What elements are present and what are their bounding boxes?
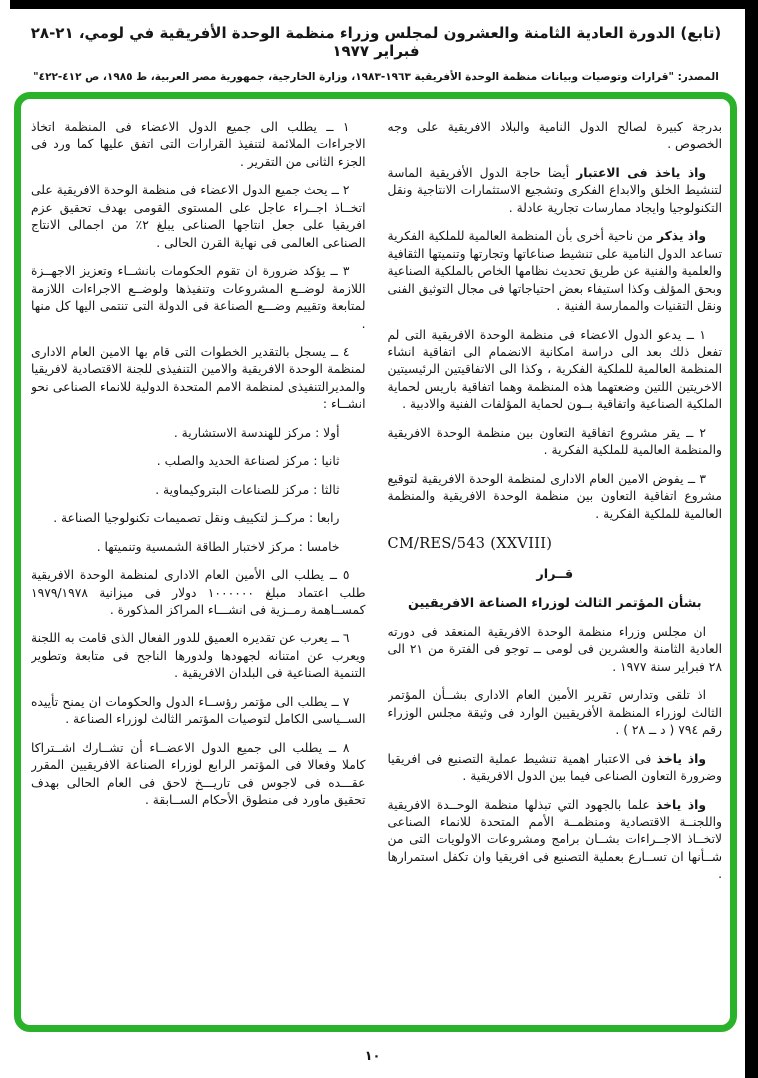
paragraph-left-1: ١ ــ يطلب الى جميع الدول الاعضاء فى المنظمة اتخاذ الاجراءات الملائمة لتنفيذ القرارات التى اتفق عليها كما ورد فى الجزء الثانى من التقرير . [31,120,366,169]
paragraph-right-12: واذ ياخذ فى الاعتبار اهمية تنشيط عملية التصنيع فى افريقيا وضرورة التعاون الصناعى فيما بين الدول الافريقية . [387,751,722,784]
paragraph-left-3: ٣ ــ يؤكد ضرورة ان تقوم الحكومات بانشــاء وتعزيز الاجهــزة اللازمة لوضــع المشروعات وتنفيذها ولوضــع الاجراءات اللازمة لمتابعة وتقييم وضـــع الصناعة فى الدولة التى تنتمى اليها كل منها . [31,264,366,331]
paragraph-right-5: ٢ ــ يقر مشروع اتفاقية التعاون بين منظمة الوحدة الافريقية والمنظمة العالمية للملكية الفكرية . [387,425,722,458]
page-footer [0,1049,745,1064]
text-column-left [31,119,366,1017]
paragraph-right-1: بدرجة كبيرة لصالح الدول النامية والبلاد الافريقية على وجه الخصوص . [387,120,722,152]
paragraph-lead-phrase: واذ ياخذ فى الاعتبار [576,165,706,180]
paragraph-right-7: CM/RES/543 (XXVIII) [387,536,553,553]
paragraph-lead-phrase: واذ ياخذ [656,797,706,812]
paragraph-left-11: ٦ ــ يعرب عن تقديره العميق للدور الفعال الذى قامت به اللجنة ويعرب عن امتنانه لجهودها ولدورها الناجح فى متابعة وتطوير التنمية الصناعية فى البلدان الافريقية . [31,631,366,681]
paragraph-right-13: واذ ياخذ علما بالجهود التي تبذلها منظمة الوحــدة الافريقية واللجنــة الاقتصادية ومنظمــة الأمم المتحدة للانماء الصناعى لاتخــاذ الاجــراءات بشــان برامج ومشروعات الاولويات التى من شــأنها ان تســارع بعملية التصنيع فى افريقيا وان تكفل استمرارها . [387,797,722,882]
header-session-title: (تابع) الدورة العادية الثامنة والعشرون لمجلس وزراء منظمة الوحدة الأفريقية في لومي، ٢١-٢٨ فبراير ١٩٧٧ [30,24,722,60]
paragraph-left-7: ثالثا : مركز للصناعات البتروكيماوية . [155,482,340,497]
paragraph-right-2: واذ ياخذ فى الاعتبار أيضا حاجة الدول الأفريقية الماسة لتنشيط الخلق والابداع الفكرى وتشجيع الاستثمارات الانتاجية ونقل التكنولوجيا وايجاد ممارسات تجارية عادلة . [387,165,722,215]
text-column-right [388,119,723,1017]
paragraph-left-9: خامسا : مركز لاختبار الطاقة الشمسية وتنميتها . [96,539,340,554]
page-header [24,24,728,83]
green-border-content-frame [14,92,737,1032]
paragraph-lead-phrase: واذ يذكر [656,229,706,244]
paragraph-right-8: قــرار [536,566,574,582]
paragraph-left-5: أولا : مركز للهندسة الاستشارية . [173,425,340,440]
paragraph-left-12: ٧ ــ يطلب الى مؤتمر رؤســاء الدول والحكومات ان يمنح تأييده الســياسى الكامل لتوصيات المؤتمر الثالث لوزراء الصناعة . [31,694,366,727]
paragraph-left-10: ٥ ــ يطلب الى الأمين العام الادارى لمنظمة الوحدة الافريقية طلب اعتماد مبلغ ١٠٠٠٠٠٠ دولار فى ميزانية ١٩٧٩/١٩٧٨ كمســاهمة رمــزية فى انشـــاء المراكز المذكورة . [31,568,366,617]
paragraph-lead-phrase: واذ ياخذ [656,751,706,766]
scan-edge-top [10,0,758,9]
paragraph-left-6: ثانيا : مركز لصناعة الحديد والصلب . [156,454,340,469]
paragraph-right-4: ١ ــ يدعو الدول الاعضاء فى منظمة الوحدة الافريقية التى لم تفعل ذلك بعد الى دراسة امكانية الانضمام الى اتفاقية انشاء المنظمة العالمية للملكية الفكرية ، وكذا الى الاتفاقيتين الرئيسيتين الاخريتين اللتين وضعتهما هذه المنظمة وهما اتفاقية باريس لحماية الملكية الصناعية واتفاقية بــون لحماية المؤلفات الفنية والادبية . [387,327,722,412]
header-source-citation: المصدر: "قرارات وتوصيات وبيانات منظمة الوحدة الأفريقية ١٩٦٣-١٩٨٣، وزارة الخارجية، جمهورية مصر العربية، ط ١٩٨٥، ص ٤١٢-٤٢٢" [33,71,719,83]
page-number: ١٠ [364,1049,381,1064]
scan-edge-right [745,0,758,1078]
paragraph-left-8: رابعا : مركــز لتكييف ونقل تصميمات تكنولوجيا الصناعة . [53,511,340,526]
paragraph-right-11: اذ تلقى وتدارس تقرير الأمين العام الادارى بشــأن المؤتمر الثالث لوزراء المنظمة الأفريقيين الوارد فى وثيقة مجلس الوزراء رقم ٧٩٤ ( د ــ ٢٨ ) . [387,688,722,738]
paragraph-left-4: ٤ ــ يسجل بالتقدير الخطوات التى قام بها الامين العام الادارى لمنظمة الوحدة الافريقية والامين التنفيذى للجنة الاقتصادية لافريقيا والمديرالتنفيذى لمنظمة الامم المتحدة الدولية للانماء الصناعى نحو انشــاء : [31,344,366,412]
paragraph-right-6: ٣ ــ يفوض الامين العام الادارى لمنظمة الوحدة الافريقية لتوقيع مشروع اتفاقية التعاون بين منظمة الوحدة الافريقية والمنظمة العالمية للملكية الفكرية . [387,471,722,521]
paragraph-right-10: ان مجلس وزراء منظمة الوحدة الافريقية المنعقد فى دورته العادية الثامنة والعشرين فى لومى ــ توجو فى الفترة من ٢١ الى ٢٨ فبراير سنة ١٩٧٧ . [387,624,722,674]
paragraph-right-3: واذ يذكر من ناحية أخرى بأن المنظمة العالمية للملكية الفكرية تساعد الدول النامية على تنشيط صناعاتها وتجارتها وتنميتها الثقافية والعلمية والفنية عن طريق تحديث نظامها الخاص بالملكية الصناعية وبحق المؤلف وكذا استيفاء بعض احتياجاتها فى مجال التوثيق الفنى ونقل التقنيات والممارسة الفنية . [387,229,722,314]
paragraph-left-13: ٨ ــ يطلب الى جميع الدول الاعضــاء أن تشــارك اشــتراكا كاملا وفعالا فى المؤتمر الرابع لوزراء الصناعة الافريقيين المقرر عقـــده فى لاجوس فى تاريـــخ لاحق فى العام الحالى بهدف تحقيق ماورد فى منطوق الأحكام الســابقة . [31,740,366,808]
paragraph-right-9: بشأن المؤتمر الثالث لوزراء الصناعة الافريقيين [407,595,702,611]
paragraph-left-2: ٢ ــ يحث جميع الدول الاعضاء فى منظمة الوحدة الافريقية على اتخــاذ اجــراء عاجل على المستوى القومى بهدف تحقيق عزم افريقيا على جعل انتاجها الصناعى يبلغ ٢٪ من اجمالى الانتاج الصناعى العالمى فى نهاية القرن الحالى . [31,183,366,250]
